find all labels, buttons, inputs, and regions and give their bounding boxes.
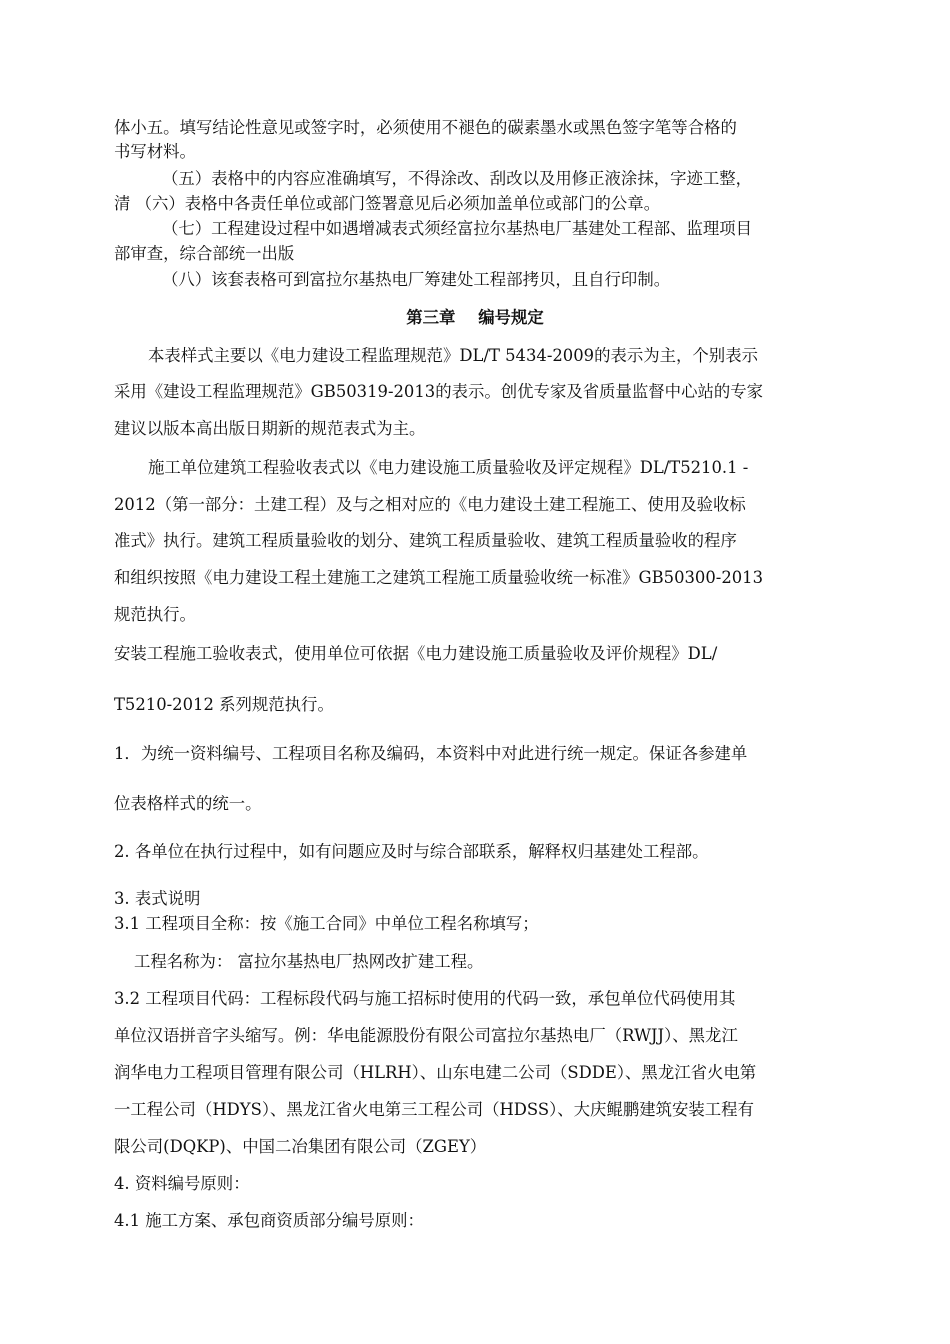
chapter-heading: 第三章 编号规定 <box>406 308 544 327</box>
text-line: （七）工程建设过程中如遇增减表式须经富拉尔基热电厂基建处工程部、监理项目 <box>162 219 753 238</box>
text-line: 清 （六）表格中各责任单位或部门签署意见后必须加盖单位或部门的公章。 <box>114 194 661 213</box>
text-line: 本表样式主要以《电力建设工程监理规范》DL/T 5434-2009的表示为主，个别表示 <box>148 346 758 365</box>
text-line: 限公司(DQKP)、中国二冶集团有限公司（ZGEY） <box>114 1137 487 1156</box>
text-line: 书写材料。 <box>114 142 196 161</box>
text-line: （八）该套表格可到富拉尔基热电厂筹建处工程部拷贝，且自行印制。 <box>162 270 671 289</box>
text-line: 规范执行。 <box>114 605 196 624</box>
text-line: 体小五。填写结论性意见或签字时，必须使用不褪色的碳素墨水或黑色签字笔等合格的 <box>114 118 737 137</box>
text-line: 1．为统一资料编号、工程项目名称及编码，本资料中对此进行统一规定。保证各参建单 <box>114 744 748 763</box>
text-line: 4. 资料编号原则： <box>114 1174 250 1193</box>
text-line: 建议以版本高出版日期新的规范表式为主。 <box>114 419 426 438</box>
text-line: T5210-2012 系列规范执行。 <box>114 695 334 714</box>
text-line: 2012（第一部分：土建工程）及与之相对应的《电力建设土建工程施工、使用及验收标 <box>114 495 746 514</box>
text-line: 采用《建设工程监理规范》GB50319-2013的表示。创优专家及省质量监督中心站的专家 <box>114 382 764 401</box>
text-line: 2. 各单位在执行过程中，如有问题应及时与综合部联系，解释权归基建处工程部。 <box>114 842 709 861</box>
text-line: 单位汉语拼音字头缩写。例：华电能源股份有限公司富拉尔基热电厂（RWJJ）、黑龙江 <box>114 1026 738 1045</box>
text-line: 工程名称为： 富拉尔基热电厂热网改扩建工程。 <box>134 952 484 971</box>
text-line: 施工单位建筑工程验收表式以《电力建设施工质量验收及评定规程》DL/T5210.1 - <box>148 458 749 477</box>
text-line: 位表格样式的统一。 <box>114 794 262 813</box>
text-line: 部审查，综合部统一出版 <box>114 244 295 263</box>
text-line: 3.1 工程项目全称：按《施工合同》中单位工程名称填写； <box>114 914 539 933</box>
text-line: 4.1 施工方案、承包商资质部分编号原则： <box>114 1211 424 1230</box>
text-line: 准式》执行。建筑工程质量验收的划分、建筑工程质量验收、建筑工程质量验收的程序 <box>114 531 737 550</box>
text-line: 润华电力工程项目管理有限公司（HLRH）、山东电建二公司（SDDE）、黑龙江省火电第 <box>114 1063 757 1082</box>
text-line: （五）表格中的内容应准确填写，不得涂改、刮改以及用修正液涂抹，字迹工整， <box>162 169 753 188</box>
text-line: 一工程公司（HDYS）、黑龙江省火电第三工程公司（HDSS）、大庆鲲鹏建筑安装工程有 <box>114 1100 754 1119</box>
text-line: 安装工程施工验收表式，使用单位可依据《电力建设施工质量验收及评价规程》DL/ <box>114 644 718 663</box>
text-line: 3.2 工程项目代码：工程标段代码与施工招标时使用的代码一致，承包单位代码使用其 <box>114 989 736 1008</box>
text-line: 3. 表式说明 <box>114 889 201 908</box>
text-line: 和组织按照《电力建设工程土建施工之建筑工程施工质量验收统一标准》GB50300-2013 <box>114 568 764 587</box>
